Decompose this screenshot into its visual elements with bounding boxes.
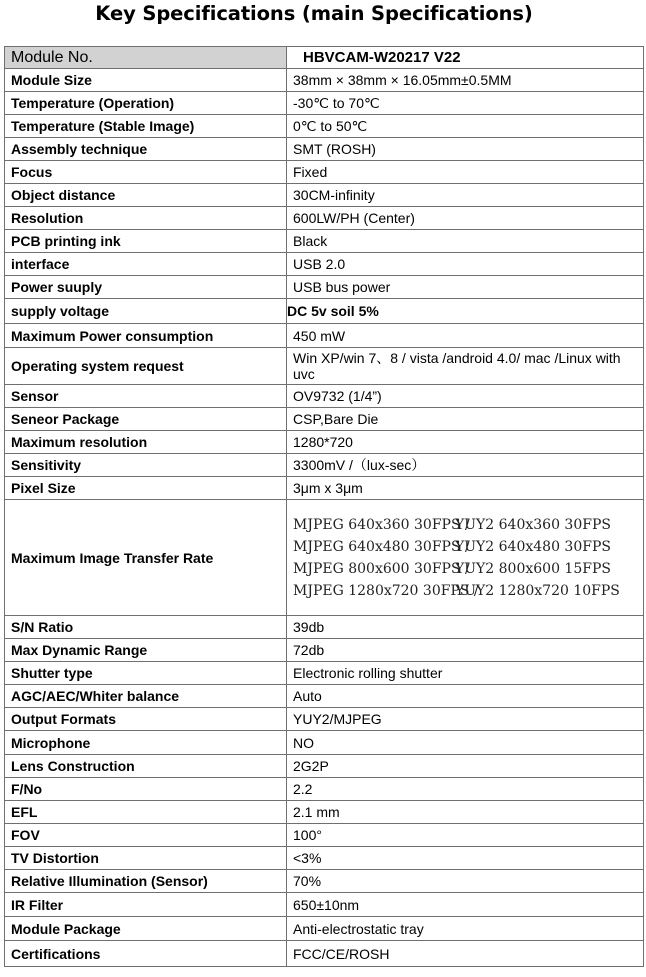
row-value: 70% — [287, 870, 644, 893]
row-value: USB 2.0 — [287, 253, 644, 276]
row-label: Temperature (Stable Image) — [5, 115, 287, 138]
row-label: Object distance — [5, 184, 287, 207]
table-row — [5, 207, 644, 230]
row-value: YUY2/MJPEG — [287, 708, 644, 731]
table-row — [5, 299, 644, 324]
table-row — [5, 847, 644, 870]
row-value: -30℃ to 70℃ — [287, 92, 644, 115]
row-label: F/No — [5, 778, 287, 801]
row-label: S/N Ratio — [5, 616, 287, 639]
table-row — [5, 385, 644, 408]
row-label: AGC/AEC/Whiter balance — [5, 685, 287, 708]
row-label: Maximum resolution — [5, 431, 287, 454]
table-row — [5, 708, 644, 731]
table-row — [5, 685, 644, 708]
row-value: CSP,Bare Die — [287, 408, 644, 431]
row-value: 39db — [287, 616, 644, 639]
table-row — [5, 230, 644, 253]
transfer-rate-row — [5, 500, 644, 616]
table-row — [5, 253, 644, 276]
row-label: Sensitivity — [5, 454, 287, 477]
row-label: Sensor — [5, 385, 287, 408]
row-value: 3300mV /（lux-sec） — [287, 454, 644, 477]
row-value: 450 mW — [287, 324, 644, 348]
row-label: Resolution — [5, 207, 287, 230]
row-label: Assembly technique — [5, 138, 287, 161]
table-row — [5, 870, 644, 893]
table-row — [5, 893, 644, 917]
table-row — [5, 662, 644, 685]
table-row — [5, 348, 644, 385]
table-row — [5, 431, 644, 454]
transfer-rate-line — [293, 536, 637, 558]
row-label: interface — [5, 253, 287, 276]
header-value: HBVCAM-W20217 V22 — [287, 47, 644, 69]
row-value: <3% — [287, 847, 644, 870]
row-label: Power suuply — [5, 276, 287, 299]
row-value: Black — [287, 230, 644, 253]
row-value: FCC/CE/ROSH — [287, 941, 644, 967]
row-label: TV Distortion — [5, 847, 287, 870]
row-value: 650±10nm — [287, 893, 644, 917]
row-value: 0℃ to 50℃ — [287, 115, 644, 138]
transfer-rate-line — [293, 558, 637, 580]
transfer-rate-line — [293, 580, 637, 602]
row-value: 1280*720 — [287, 431, 644, 454]
table-row — [5, 917, 644, 941]
table-row — [5, 115, 644, 138]
table-row — [5, 92, 644, 115]
table-row — [5, 184, 644, 207]
transfer-rate-label: Maximum Image Transfer Rate — [5, 500, 287, 616]
row-label: Max Dynamic Range — [5, 639, 287, 662]
yuy2-mode: YUY2 1280x720 10FPS — [455, 582, 620, 599]
table-row — [5, 138, 644, 161]
row-value: Electronic rolling shutter — [287, 662, 644, 685]
table-row — [5, 941, 644, 967]
row-value: 100° — [287, 824, 644, 847]
spec-table — [4, 46, 644, 967]
row-label: PCB printing ink — [5, 230, 287, 253]
table-row — [5, 778, 644, 801]
row-label: Lens Construction — [5, 755, 287, 778]
row-value: Auto — [287, 685, 644, 708]
row-label: Certifications — [5, 941, 287, 967]
table-row — [5, 69, 644, 92]
mjpeg-mode: MJPEG 1280x720 30FPS / — [293, 582, 479, 599]
table-row — [5, 755, 644, 778]
row-label: Operating system request — [5, 348, 287, 385]
row-label: Output Formats — [5, 708, 287, 731]
table-row — [5, 454, 644, 477]
row-value: OV9732 (1/4”) — [287, 385, 644, 408]
row-value: 2G2P — [287, 755, 644, 778]
row-label: Module Size — [5, 69, 287, 92]
row-label: Relative Illumination (Sensor) — [5, 870, 287, 893]
row-value: USB bus power — [287, 276, 644, 299]
row-value: 30CM-infinity — [287, 184, 644, 207]
row-label: Pixel Size — [5, 477, 287, 500]
row-value: 600LW/PH (Center) — [287, 207, 644, 230]
mjpeg-mode: MJPEG 800x600 30FPS / — [293, 560, 470, 577]
row-label: Maximum Power consumption — [5, 324, 287, 348]
table-row — [5, 801, 644, 824]
table-row — [5, 161, 644, 184]
row-value: 72db — [287, 639, 644, 662]
table-row — [5, 616, 644, 639]
row-label: Shutter type — [5, 662, 287, 685]
row-value: 2.2 — [287, 778, 644, 801]
table-row — [5, 731, 644, 755]
yuy2-mode: YUY2 800x600 15FPS — [455, 560, 611, 577]
mjpeg-mode: MJPEG 640x480 30FPS / — [293, 538, 470, 555]
mjpeg-mode: MJPEG 640x360 30FPS / — [293, 516, 470, 533]
row-label: Temperature (Operation) — [5, 92, 287, 115]
row-value: Anti-electrostatic tray — [287, 917, 644, 941]
row-value: Fixed — [287, 161, 644, 184]
row-value: SMT (ROSH) — [287, 138, 644, 161]
row-label: supply voltage — [5, 299, 287, 324]
transfer-rate-list — [287, 500, 644, 616]
yuy2-mode: YUY2 640x360 30FPS — [455, 516, 611, 533]
header-label: Module No. — [5, 47, 287, 69]
row-label: Seneor Package — [5, 408, 287, 431]
row-label: EFL — [5, 801, 287, 824]
page-title: Key Specifications (main Specifications) — [95, 2, 533, 25]
row-label: IR Filter — [5, 893, 287, 917]
table-row — [5, 324, 644, 348]
transfer-rate-line — [293, 514, 637, 536]
row-label: Module Package — [5, 917, 287, 941]
row-value: Win XP/win 7、8 / vista /android 4.0/ mac /Linux with uvc — [287, 348, 644, 385]
table-row — [5, 477, 644, 500]
row-label: Focus — [5, 161, 287, 184]
row-value: 38mm × 38mm × 16.05mm±0.5MM — [287, 69, 644, 92]
table-row — [5, 824, 644, 847]
table-row — [5, 276, 644, 299]
table-header-row — [5, 47, 644, 69]
row-value: 3μm x 3μm — [287, 477, 644, 500]
row-value: 2.1 mm — [287, 801, 644, 824]
row-value: DC 5v soil 5% — [287, 299, 644, 324]
row-value: NO — [287, 731, 644, 755]
row-label: Microphone — [5, 731, 287, 755]
row-label: FOV — [5, 824, 287, 847]
yuy2-mode: YUY2 640x480 30FPS — [455, 538, 611, 555]
table-row — [5, 408, 644, 431]
table-row — [5, 639, 644, 662]
